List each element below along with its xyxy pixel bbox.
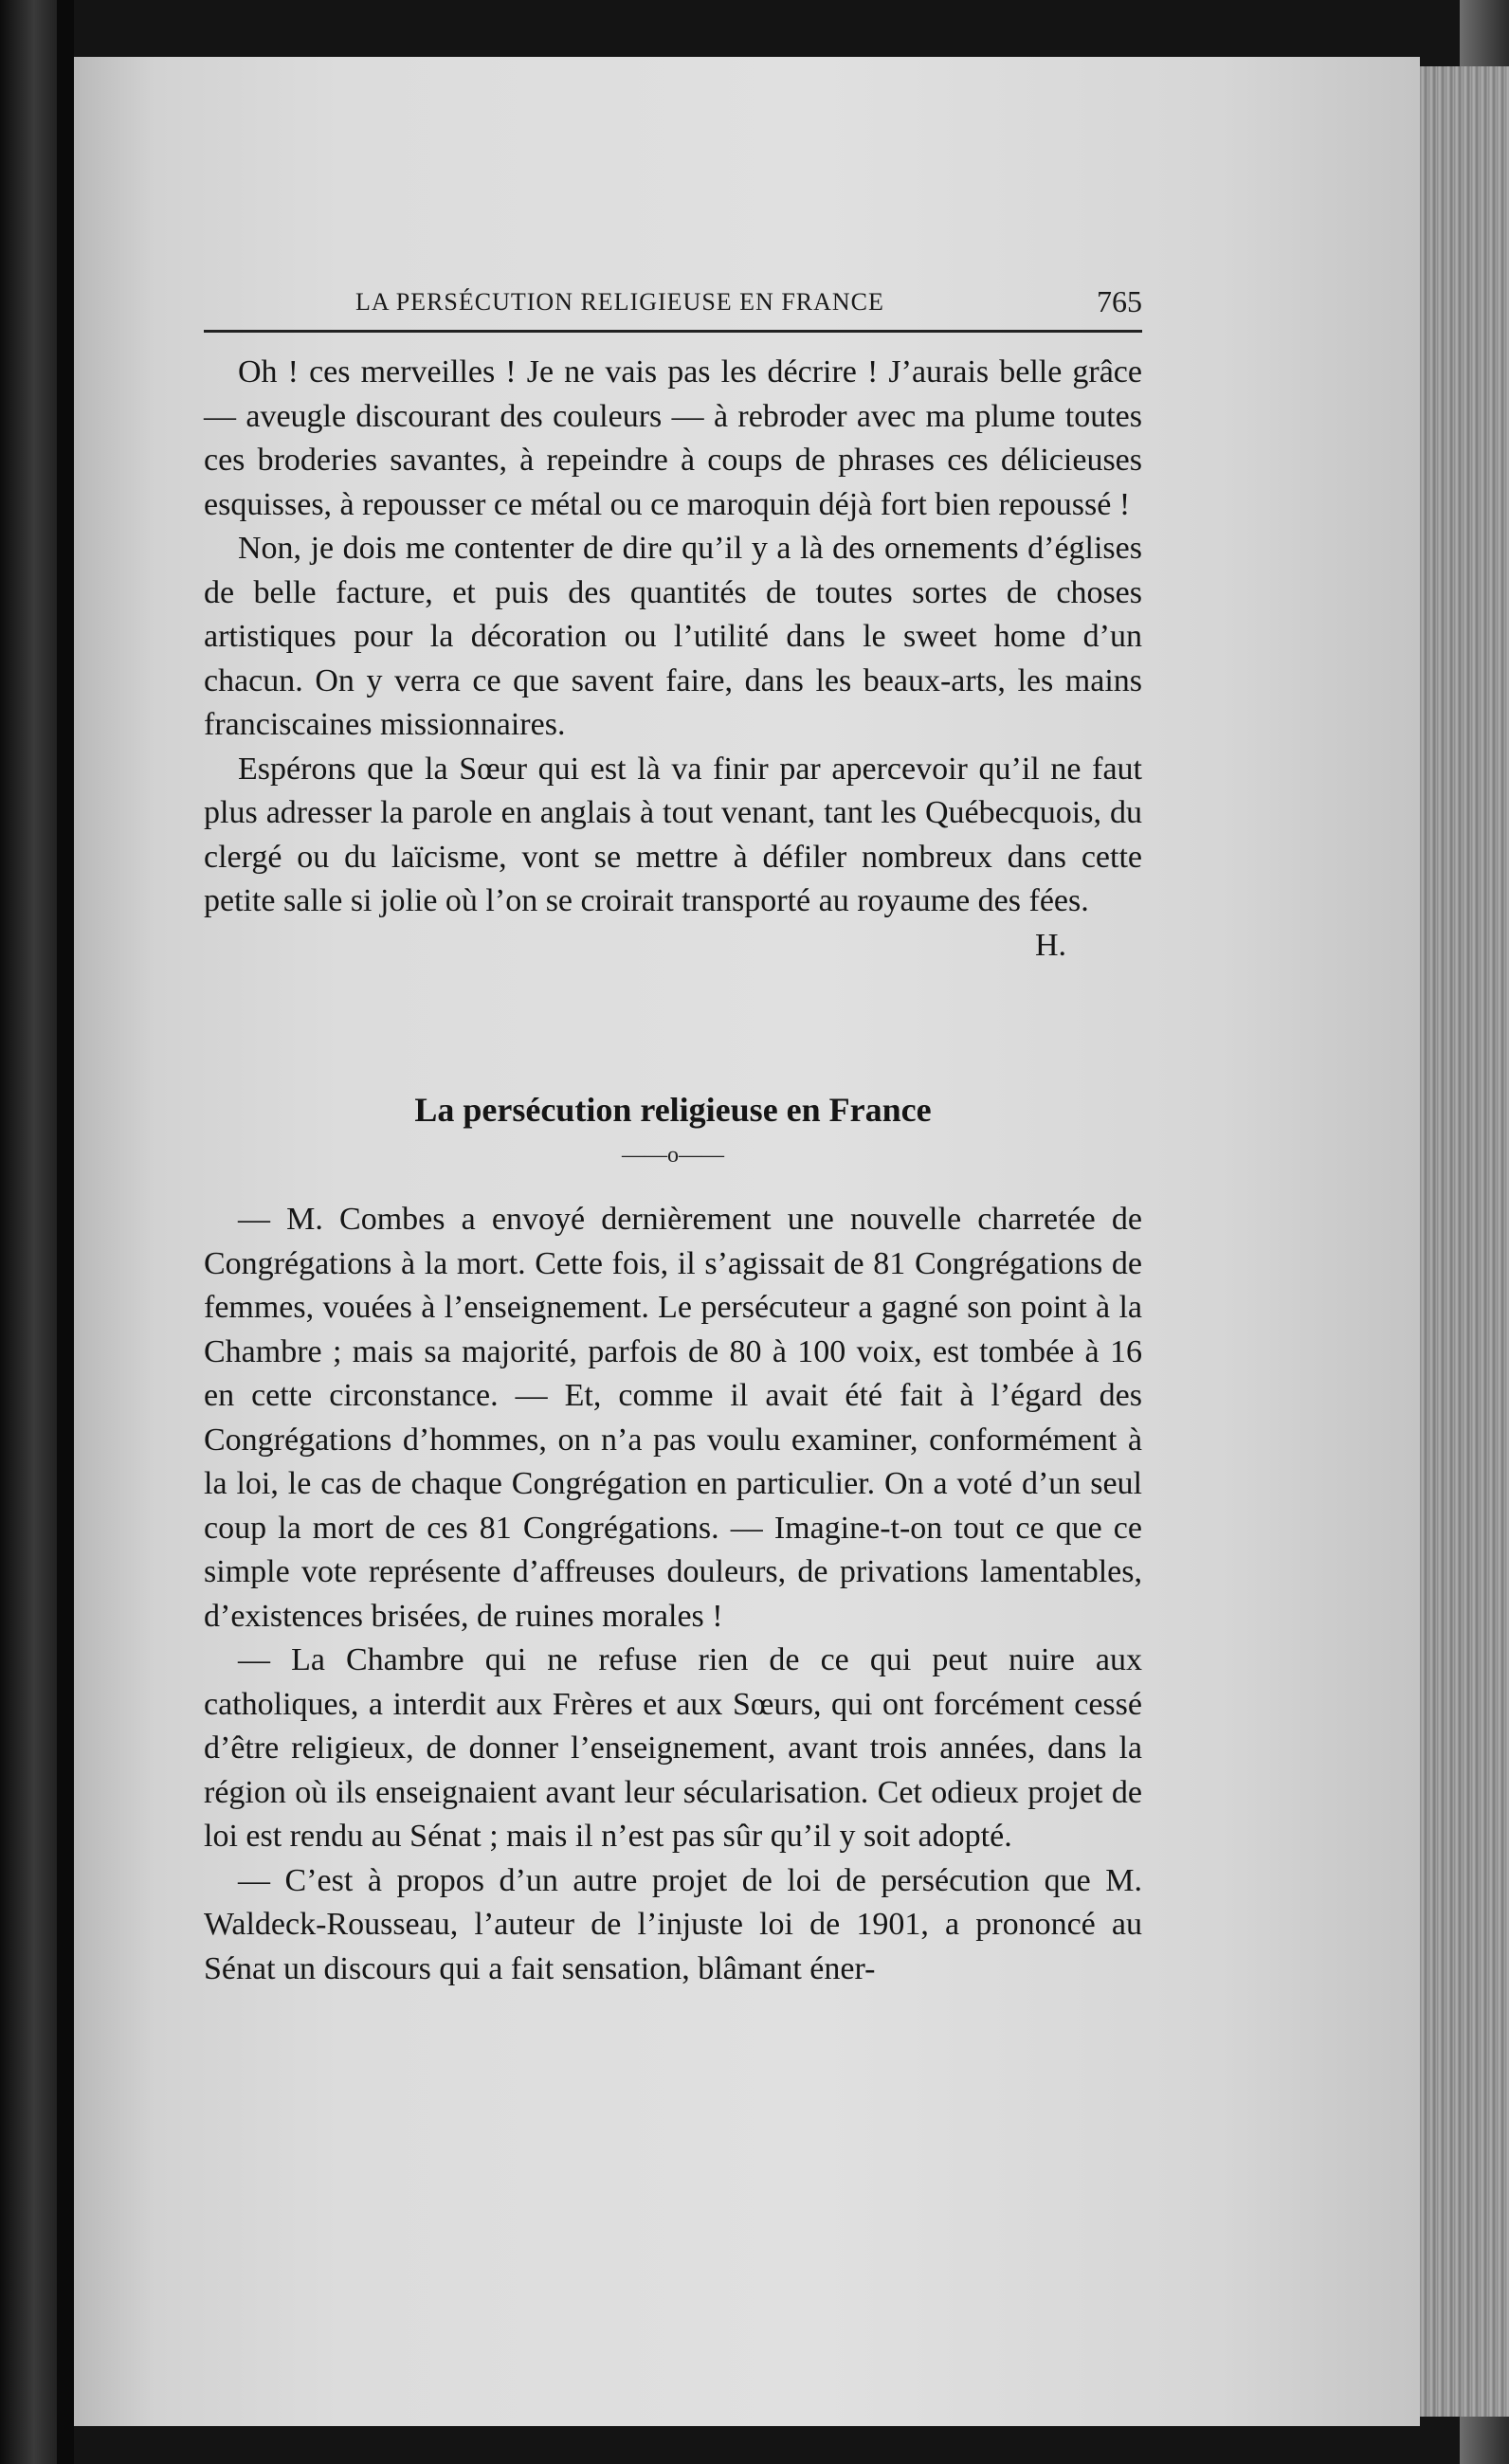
- scanner-background-left: [0, 0, 57, 2464]
- paragraph: — C’est à propos d’un autre projet de loi de persécution que M. Waldeck-Rousseau, l’auteur de l’injuste loi de 1901, a prononcé au Sénat un discours qui a fait sensation, blâmant éner-: [204, 1862, 1142, 1986]
- page-stack-edge: [1420, 66, 1509, 2417]
- page-header: [204, 284, 1142, 332]
- section-text-block: [204, 1198, 1142, 1991]
- book-spine-shadow: [57, 0, 74, 2464]
- page-number: 765: [1097, 284, 1142, 318]
- running-title: LA PERSÉCUTION RELIGIEUSE EN FRANCE: [355, 288, 884, 316]
- paragraph: Espérons que la Sœur qui est là va finir par apercevoir qu’il ne faut plus adresser la parole en anglais à tout venant, tant les Québecquois, du clergé ou du laïcisme, vont se mettre à défiler nombreux dans cette petite salle si jolie où l’on se croirait transporté au royaume des fées.: [204, 751, 1142, 918]
- paragraph: — M. Combes a envoyé dernièrement une nouvelle charretée de Congrégations à la mort. Cette fois, il s’agissait de 81 Congrégations de femmes, vouées à l’enseignement. Le persécuteur a gagné son point à la Chambre ; mais sa majorité, parfois de 80 à 100 voix, est tombée à 16 en cette circonstance. — Et, comme il avait été fait à l’égard des Congrégations d’hommes, on n’a pas voulu examiner, conformément à la loi, le cas de chaque Congrégation en particulier. On a voté d’un seul coup la mort de ces 81 Congrégations. — Imagine-t-on tout ce que ce simple vote représente d’affreuses douleurs, de privations lamentables, d’existences brisées, de ruines morales !: [204, 1202, 1142, 1634]
- section-ornament: ——o——: [622, 1143, 724, 1168]
- section-title: La persécution religieuse en France: [414, 1091, 932, 1129]
- header-rule: [204, 330, 1142, 333]
- paragraph: Non, je dois me contenter de dire qu’il y a là des ornements d’églises de belle facture, et puis des quantités de toutes sortes de choses artistiques pour la décoration ou l’utilité dans le sweet home d’un chacun. On y verra ce que savent faire, dans les beaux-arts, les mains franciscaines missionnaires.: [204, 531, 1142, 742]
- paragraph: — La Chambre qui ne refuse rien de ce qui peut nuire aux catholiques, a interdit aux Frères et aux Sœurs, qui ont forcément cessé d’être religieux, de donner l’enseignement, avant trois années, dans la région où ils enseignaient avant leur sécularisation. Cet odieux projet de loi est rendu au Sénat ; mais il n’est pas sûr qu’il y soit adopté.: [204, 1642, 1142, 1854]
- paragraph: Oh ! ces merveilles ! Je ne vais pas les décrire ! J’aurais belle grâce — aveugle discourant des couleurs — à rebroder avec ma plume toutes ces broderies savantes, à repeindre à coups de phrases ces délicieuses esquisses, à repousser ce métal ou ce maroquin déjà fort bien repoussé !: [204, 354, 1142, 522]
- signature: H.: [1034, 927, 1066, 963]
- intro-text-block: [204, 351, 1142, 968]
